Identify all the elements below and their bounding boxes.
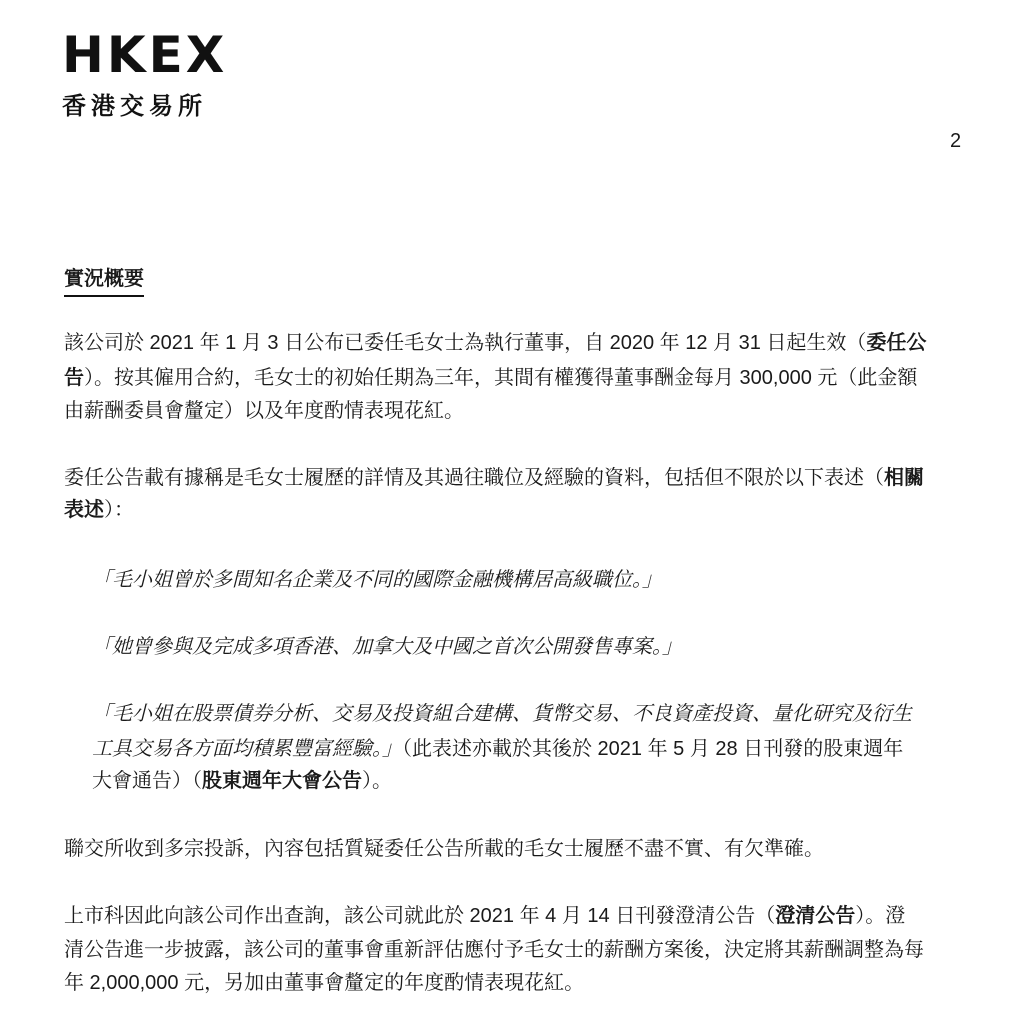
text: 大會通告）（ (92, 770, 202, 792)
text: 工具交易各方面均積累豐富經驗。」 (92, 738, 402, 760)
text: 委任公告載有據稱是毛女士履歷的詳情及其過往職位及經驗的資料，包括但不限於以下表述（ (64, 467, 884, 489)
section-heading: 實況概要 (64, 262, 144, 297)
bold-term: 澄清公告 (775, 905, 856, 927)
paragraph-1-line (64, 331, 926, 355)
paragraph-2-line (64, 466, 924, 490)
bold-term: 相關 (884, 467, 924, 489)
paragraph-4-line: 年 2,000,000 元，另加由董事會釐定的年度酌情表現花紅。 (64, 972, 585, 994)
paragraph-1-line: 由薪酬委員會釐定）以及年度酌情表現花紅。 (64, 400, 464, 422)
quote-1: 「毛小姐曾於多間知名企業及不同的國際金融機構居高級職位。」 (92, 569, 662, 591)
text: ）： (104, 499, 134, 521)
text: ）。澄 (855, 905, 906, 927)
paragraph-4-line (64, 904, 905, 928)
text: 該公司於 2021 年 1 月 3 日公布已委任毛女士為執行董事，自 2020 年 12 月 31 日起生效（ (64, 332, 867, 354)
logo-text-zh: 香港交易所 (62, 93, 207, 120)
quote-3-line: 「毛小姐在股票債券分析、交易及投資組合建構、貨幣交易、不良資產投資、量化研究及衍生 (92, 703, 912, 725)
hkex-logo (62, 26, 228, 121)
paragraph-1-line (64, 366, 917, 390)
quote-3-line (92, 769, 392, 793)
page-number: 2 (950, 130, 962, 152)
bold-term: 表述 (64, 499, 104, 521)
paragraph-2-line (64, 498, 134, 522)
text: （此表述亦載於其後於 2021 年 5 月 28 日刊發的股東週年 (402, 738, 904, 760)
logo-text-en: HKEX (62, 26, 228, 84)
paragraph-4-line: 清公告進一步披露，該公司的董事會重新評估應付予毛女士的薪酬方案後，決定將其薪酬調整為每 (64, 939, 924, 961)
bold-term: 股東週年大會公告 (202, 770, 362, 792)
quote-2: 「她曾參與及完成多項香港、加拿大及中國之首次公開發售專案。」 (92, 636, 682, 658)
paragraph-3: 聯交所收到多宗投訴，內容包括質疑委任公告所載的毛女士履歷不盡不實、有欠準確。 (64, 838, 824, 860)
bold-term: 委任公 (866, 332, 927, 354)
bold-term: 告 (64, 367, 84, 389)
text: 上市科因此向該公司作出查詢，該公司就此於 2021 年 4 月 14 日刊發澄清公告（ (64, 905, 776, 927)
text: ）。按其僱用合約，毛女士的初始任期為三年，其間有權獲得董事酬金每月 300,000 元（此金額 (84, 367, 918, 389)
text: ）。 (362, 770, 392, 792)
quote-3-line (92, 737, 903, 761)
